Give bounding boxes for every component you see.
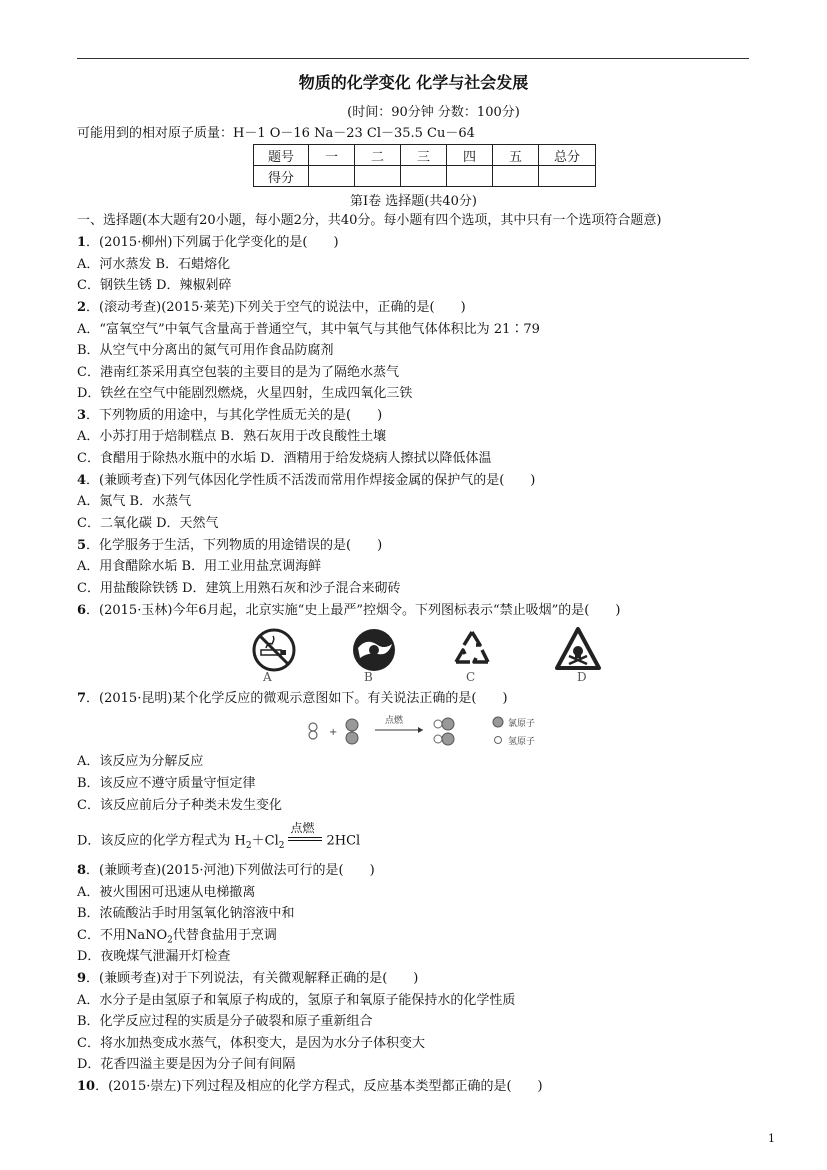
hcl-h-atom: [434, 735, 442, 743]
legend-cl-label: 氯原子: [508, 719, 536, 729]
question-7-option-c: C．该反应前后分子种类未发生变化: [77, 798, 282, 813]
score-table: [253, 144, 596, 187]
cl2-molecule-atom: [346, 719, 358, 731]
equation-part: ＋Cl: [251, 833, 279, 849]
question-text: ．(2015·柳州)下列属于化学变化的是( ): [86, 235, 339, 250]
exam-time-score: (时间：90分钟 分数：100分): [347, 105, 520, 120]
question-number: 5: [77, 538, 87, 553]
option-text: C．不用NaNO: [77, 928, 168, 943]
score-cell: [401, 166, 447, 187]
h2-molecule-atom: [309, 723, 317, 731]
equation-arrow: [288, 821, 322, 850]
question-5-options-ab: A．用食醋除水垢 B．用工业用盐烹调海鲜: [77, 559, 322, 574]
question-text: ．(兼顾考查)对于下列说法，有关微观解释正确的是( ): [86, 971, 419, 986]
question-5-options-cd: C．用盐酸除铁锈 D．建筑上用熟石灰和沙子混合来砌砖: [77, 581, 401, 596]
atomic-masses: 可能用到的相对原子质量：H－1 O－16 Na－23 Cl－35.5 Cu－64: [77, 126, 475, 141]
question-10-stem: [77, 1078, 543, 1096]
question-3-stem: [77, 407, 382, 425]
question-4-stem: [77, 472, 535, 490]
score-header-cell: 四: [447, 145, 493, 166]
question-9-option-b: B．化学反应过程的实质是分子破裂和原子重新组合: [77, 1014, 373, 1029]
question-3-options-ab: A．小苏打用于焙制糕点 B．熟石灰用于改良酸性土壤: [77, 429, 387, 444]
question-9-option-d: D．花香四溢主要是因为分子间有间隔: [77, 1057, 296, 1072]
score-table-score-row: [254, 166, 596, 187]
question-2-option-d: D．铁丝在空气中能剧烈燃烧，火星四射，生成四氧化三铁: [77, 386, 413, 401]
question-text: ．化学服务于生活，下列物质的用途错误的是( ): [86, 538, 383, 553]
arrow-head: [418, 727, 423, 733]
equation-part: D．该反应的化学方程式为 H: [77, 833, 246, 849]
question-number: 1: [77, 235, 87, 250]
score-cell: [447, 166, 493, 187]
score-table-header-row: [254, 145, 596, 166]
question-8-option-a: A．被火围困可迅速从电梯撤离: [77, 885, 256, 900]
hcl-cl-atom: [442, 718, 454, 730]
question-text: ．(2015·玉林)今年6月起，北京实施“史上最严”控烟令。下列图标表示“禁止吸烟”的是( ): [86, 603, 621, 618]
question-1-options-cd: C．钢铁生锈 D．辣椒剁碎: [77, 278, 232, 293]
question-6-stem: [77, 602, 620, 620]
toxic-warning-sign-icon: [554, 626, 602, 674]
page-number: 1: [768, 1132, 775, 1145]
subscript: 2: [245, 841, 252, 852]
section-title: 第Ⅰ卷 选择题(共40分): [350, 194, 477, 209]
legend-cl-atom: [493, 717, 503, 727]
question-8-stem: [77, 862, 375, 880]
score-header-cell: 三: [401, 145, 447, 166]
question-2-option-c: C．港南红茶采用真空包装的主要目的是为了隔绝水蒸气: [77, 365, 399, 380]
question-7-option-d: [77, 821, 361, 855]
question-7-option-b: B．该反应不遵守质量守恒定律: [77, 776, 256, 791]
hcl-h-atom: [434, 720, 442, 728]
question-2-option-b: B．从空气中分离出的氮气可用作食品防腐剂: [77, 343, 334, 358]
question-5-stem: [77, 537, 382, 555]
question-number: 2: [77, 300, 87, 315]
question-1-options-ab: A．河水蒸发 B．石蜡熔化: [77, 257, 231, 272]
question-9-option-c: C．将水加热变成水蒸气，体积变大，是因为水分子体积变大: [77, 1036, 425, 1051]
question-text: ．(兼顾考查)(2015·河池)下列做法可行的是( ): [86, 863, 375, 878]
equation-bar: [288, 837, 322, 838]
question-text: ．(2015·崇左)下列过程及相应的化学方程式，反应基本类型都正确的是( ): [95, 1079, 543, 1094]
score-cell: [493, 166, 539, 187]
question-3-options-cd: C．食醋用于除热水瓶中的水垢 D．酒精用于给发烧病人擦拭以降低体温: [77, 451, 492, 466]
question-8-option-d: D．夜晚煤气泄漏开灯检查: [77, 949, 231, 964]
q6-label-d: D: [577, 670, 587, 684]
score-row-label: 得分: [254, 166, 309, 187]
question-7-stem: [77, 690, 508, 708]
recycling-sign-icon: [448, 626, 496, 674]
score-header-cell: 二: [355, 145, 401, 166]
h2-molecule-atom: [309, 731, 317, 739]
instructions: 一、选择题(本大题有20小题，每小题2分，共40分。每小题有四个选项，其中只有一个选项符合题意): [77, 213, 662, 228]
question-number: 4: [77, 473, 87, 488]
equation-condition: 点燃: [290, 821, 315, 835]
question-9-option-a: A．水分子是由氢原子和氧原子构成的，氢原子和氧原子能保持水的化学性质: [77, 993, 516, 1008]
score-header-cell: 题号: [254, 145, 309, 166]
energy-saving-sign-icon: [350, 626, 398, 674]
score-header-cell: 总分: [539, 145, 596, 166]
q6-label-a: A: [263, 670, 272, 684]
q7-reaction-diagram: [305, 713, 565, 753]
question-number: 7: [77, 691, 87, 706]
legend-h-label: 氢原子: [508, 737, 536, 747]
score-cell: [539, 166, 596, 187]
question-text: ．(2015·昆明)某个化学反应的微观示意图如下。有关说法正确的是( ): [86, 691, 508, 706]
plus-sign: +: [329, 727, 338, 738]
question-8-option-c: [77, 927, 277, 950]
reaction-condition: 点燃: [385, 716, 404, 726]
equation-bar: [288, 840, 322, 841]
cl2-molecule-atom: [346, 732, 358, 744]
question-4-options-ab: A．氮气 B．水蒸气: [77, 494, 192, 509]
question-2-stem: [77, 299, 466, 317]
header-rule: [77, 58, 749, 59]
question-text: ．下列物质的用途中，与其化学性质无关的是( ): [86, 408, 383, 423]
equation-part: 2HCl: [326, 833, 361, 849]
question-number: 3: [77, 408, 87, 423]
score-cell: [309, 166, 355, 187]
question-4-options-cd: C．二氧化碳 D．天然气: [77, 516, 219, 531]
hcl-cl-atom: [442, 733, 454, 745]
q6-label-b: B: [364, 670, 373, 684]
no-smoking-sign-icon: [250, 626, 298, 674]
score-header-cell: 一: [309, 145, 355, 166]
question-8-option-b: B．浓硫酸沾手时用氢氧化钠溶液中和: [77, 906, 295, 921]
score-cell: [355, 166, 401, 187]
question-text: ．(滚动考查)(2015·莱芜)下列关于空气的说法中，正确的是( ): [86, 300, 466, 315]
subscript: 2: [167, 935, 173, 946]
question-text: ．(兼顾考查)下列气体因化学性质不活泼而常用作焊接金属的保护气的是( ): [86, 473, 536, 488]
subscript: 2: [278, 841, 285, 852]
q6-sign-images: [240, 626, 620, 686]
question-1-stem: [77, 234, 339, 252]
score-header-cell: 五: [493, 145, 539, 166]
question-7-option-a: A．该反应为分解反应: [77, 754, 204, 769]
question-number: 8: [77, 863, 87, 878]
question-number: 10: [77, 1079, 96, 1094]
page-title: 物质的化学变化 化学与社会发展: [298, 73, 529, 92]
question-9-stem: [77, 970, 418, 988]
option-text: 代替食盐用于烹调: [172, 928, 277, 943]
q6-label-c: C: [466, 670, 476, 684]
question-number: 9: [77, 971, 87, 986]
question-number: 6: [77, 603, 87, 618]
legend-h-atom: [495, 737, 502, 744]
question-2-option-a: A．“富氧空气”中氧气含量高于普通空气，其中氧气与其他气体体积比为 21∶79: [77, 322, 540, 337]
